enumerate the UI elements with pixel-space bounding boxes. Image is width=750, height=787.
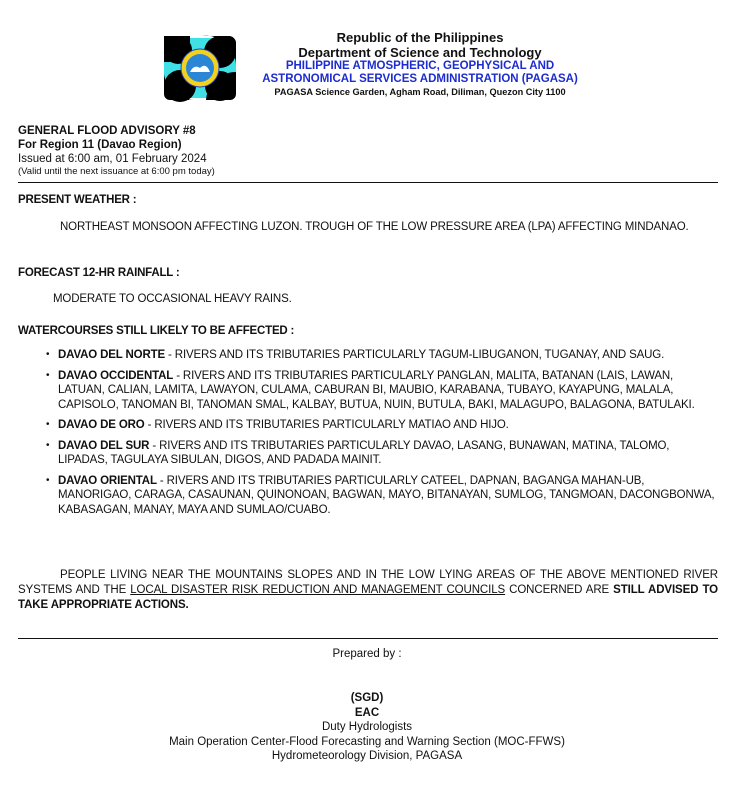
province-name: DAVAO OCCIDENTAL bbox=[58, 369, 174, 382]
closing-bold-advice: STILL ADVISED TO TAKE APPROPRIATE ACTIONS. bbox=[18, 584, 719, 611]
river-list: - RIVERS AND ITS TRIBUTARIES PARTICULARLY CATEEL, DAPNAN, BAGANGA MAHAN-UB, MANORIGAO, CARAGA, CASAUNAN, QUINONOAN, BAGWAN, MAYO, BITANAYAN, SUMLOG, TANGMOAN, DACONGBONWA, KABASAGAN, MANAY, MAYA AND SUMLAO/CUABO. bbox=[58, 474, 715, 516]
signatory-division: Hydrometeorology Division, PAGASA bbox=[271, 750, 463, 762]
watercourse-item-davao-del-sur bbox=[46, 439, 716, 468]
signature-block bbox=[0, 691, 734, 764]
signatory-initials: EAC bbox=[354, 706, 380, 719]
footer-divider bbox=[18, 638, 718, 639]
drrmc-underlined: LOCAL DISASTER RISK REDUCTION AND MANAGEMENT COUNCILS bbox=[130, 584, 506, 596]
watercourse-item-davao-oriental bbox=[46, 474, 716, 518]
department-line: Department of Science and Technology bbox=[298, 45, 542, 60]
province-name: DAVAO DEL SUR bbox=[58, 439, 150, 452]
bullet-icon: • bbox=[46, 419, 50, 430]
present-weather-text: NORTHEAST MONSOON AFFECTING LUZON. TROUGH OF THE LOW PRESSURE AREA (LPA) AFFECTING MINDANAO. bbox=[60, 221, 689, 233]
advisory-meta bbox=[18, 124, 215, 178]
dost-pagasa-logo-icon bbox=[160, 32, 240, 104]
signatory-section: Main Operation Center-Flood Forecasting and Warning Section (MOC-FFWS) bbox=[169, 735, 565, 748]
advisory-region: For Region 11 (Davao Region) bbox=[18, 139, 182, 151]
agency-line-1: PHILIPPINE ATMOSPHERIC, GEOPHYSICAL AND bbox=[285, 60, 555, 72]
watercourses-list bbox=[46, 348, 716, 523]
agency-line-2: ASTRONOMICAL SERVICES ADMINISTRATION (PAGASA) bbox=[262, 73, 578, 85]
forecast-text: MODERATE TO OCCASIONAL HEAVY RAINS. bbox=[53, 293, 292, 305]
republic-line: Republic of the Philippines bbox=[336, 30, 504, 45]
watercourse-item-davao-del-norte bbox=[46, 348, 716, 363]
forecast-heading: FORECAST 12-HR RAINFALL : bbox=[18, 267, 180, 279]
letterhead bbox=[0, 28, 750, 108]
letterhead-text bbox=[245, 30, 595, 98]
advisory-title: GENERAL FLOOD ADVISORY #8 bbox=[18, 125, 196, 137]
watercourse-item-davao-occidental bbox=[46, 369, 716, 413]
river-list: - RIVERS AND ITS TRIBUTARIES PARTICULARLY MATIAO AND HIJO. bbox=[144, 419, 509, 431]
watercourses-heading: WATERCOURSES STILL LIKELY TO BE AFFECTED : bbox=[18, 325, 295, 337]
signed-mark: (SGD) bbox=[350, 692, 384, 704]
signatory-role: Duty Hydrologists bbox=[321, 721, 413, 733]
bullet-icon: • bbox=[46, 474, 50, 486]
closing-text-2: CONCERNED ARE bbox=[505, 584, 614, 596]
province-name: DAVAO DEL NORTE bbox=[58, 349, 166, 361]
bullet-icon: • bbox=[46, 369, 50, 381]
closing-advice bbox=[18, 568, 718, 613]
advisory-validity: (Valid until the next issuance at 6:00 pm today) bbox=[18, 166, 215, 177]
present-weather-heading: PRESENT WEATHER : bbox=[18, 194, 137, 206]
province-name: DAVAO ORIENTAL bbox=[58, 474, 157, 487]
header-divider bbox=[18, 182, 718, 183]
agency-address: PAGASA Science Garden, Agham Road, Diliman, Quezon City 1100 bbox=[274, 87, 566, 97]
river-list: - RIVERS AND ITS TRIBUTARIES PARTICULARLY DAVAO, LASANG, BUNAWAN, MATINA, TALOMO, LIPADAS, TAGULAYA SIBULAN, DIGOS, AND PADADA MAINIT. bbox=[58, 439, 670, 466]
river-list: - RIVERS AND ITS TRIBUTARIES PARTICULARLY TAGUM-LIBUGANON, TUGANAY, AND SAUG. bbox=[165, 349, 665, 361]
bullet-icon: • bbox=[46, 349, 50, 360]
river-list: - RIVERS AND ITS TRIBUTARIES PARTICULARLY PANGLAN, MALITA, BATANAN (LAIS, LAWAN, LATUAN, CALIAN, LAMITA, LAWAYON, CULAMA, CABURAN BI, MAUBIO, KARABANA, TUBAYO, KAYAPUNG, MALALA, CAPISOLO, TANOMAN BI, TANOMAN SMAL, KALBAY, BUTUA, NUIN, BUTULA, BAKI, MALAGUPO, BALAGONA, BATULAKI. bbox=[58, 369, 695, 411]
advisory-issued: Issued at 6:00 am, 01 February 2024 bbox=[18, 153, 207, 165]
bullet-icon: • bbox=[46, 439, 50, 451]
closing-text-1: PEOPLE LIVING NEAR THE MOUNTAINS SLOPES AND IN THE LOW LYING AREAS OF THE ABOVE MENTIONED RIVER SYSTEMS AND THE bbox=[18, 569, 718, 596]
prepared-by-label: Prepared by : bbox=[332, 648, 402, 660]
watercourse-item-davao-de-oro bbox=[46, 418, 716, 433]
province-name: DAVAO DE ORO bbox=[58, 419, 145, 431]
